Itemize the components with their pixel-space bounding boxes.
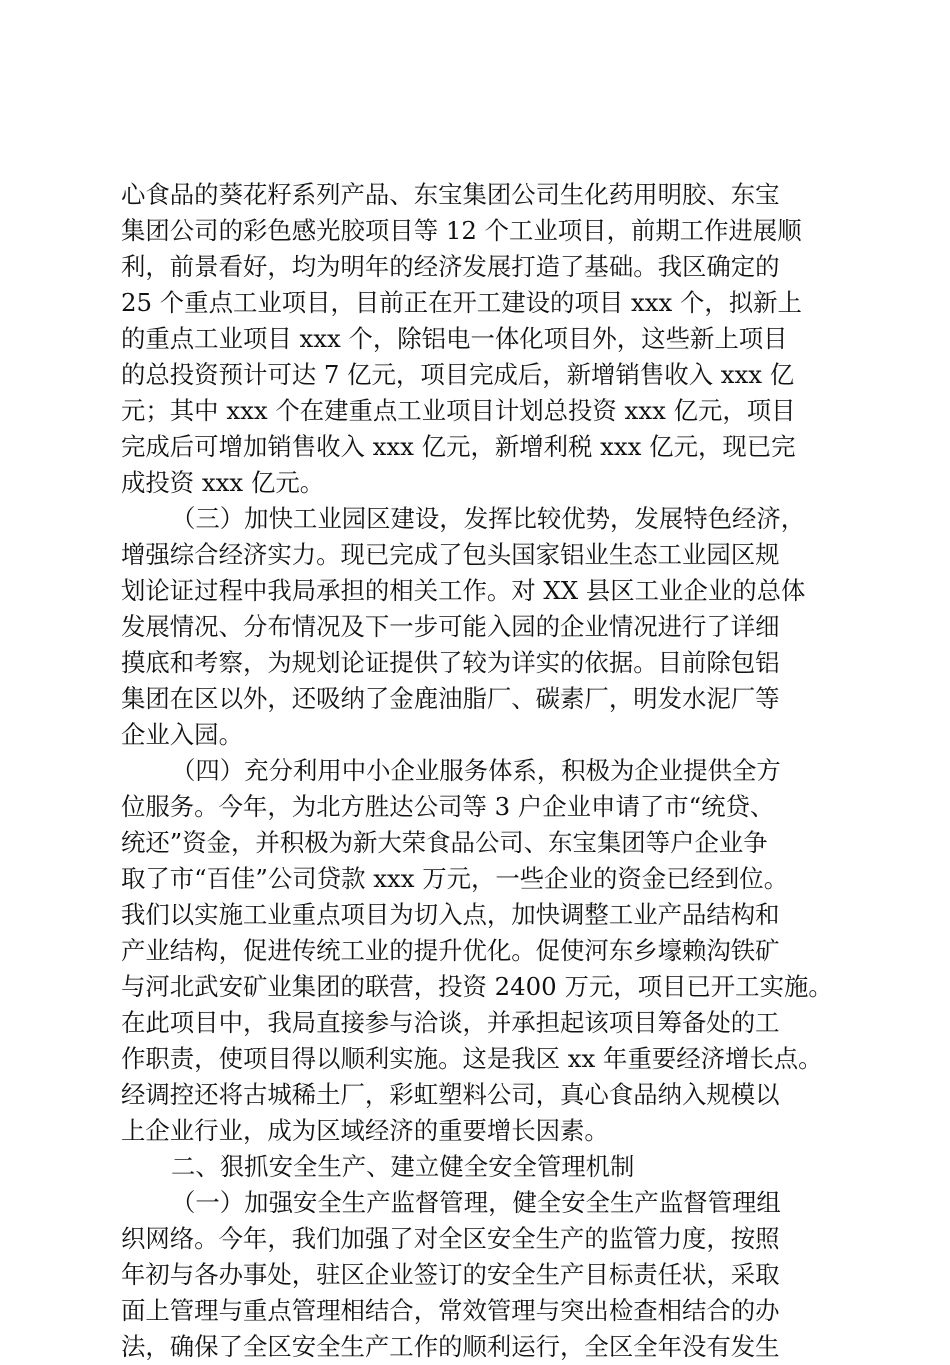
text-line: 产业结构，促进传统工业的提升优化。促使河东乡壕赖沟铁矿: [121, 936, 780, 965]
section-heading: 二、狠抓安全生产、建立健全安全管理机制: [171, 1152, 635, 1181]
text-line: 划论证过程中我局承担的相关工作。对 XX 县区工业企业的总体: [121, 576, 806, 605]
text-line: 作职责，使项目得以顺利实施。这是我区 xx 年重要经济增长点。: [121, 1044, 823, 1073]
text-line: 上企业行业，成为区域经济的重要增长因素。: [121, 1116, 609, 1145]
text-line: 经调控还将古城稀土厂，彩虹塑料公司，真心食品纳入规模以: [121, 1080, 780, 1109]
text-line: （三）加快工业园区建设，发挥比较优势，发展特色经济，: [171, 504, 806, 533]
text-line: 完成后可增加销售收入 xxx 亿元，新增利税 xxx 亿元，现已完: [121, 432, 796, 461]
text-line: 心食品的葵花籽系列产品、东宝集团公司生化药用明胶、东宝: [121, 180, 780, 209]
text-line: 企业入园。: [121, 720, 243, 749]
text-line: 集团在区以外，还吸纳了金鹿油脂厂、碳素厂，明发水泥厂等: [121, 684, 780, 713]
text-line: 在此项目中，我局直接参与洽谈，并承担起该项目筹备处的工: [121, 1008, 780, 1037]
text-line: 摸底和考察，为规划论证提供了较为详实的依据。目前除包铝: [121, 648, 780, 677]
text-line: 织网络。今年，我们加强了对全区安全生产的监管力度，按照: [121, 1224, 780, 1253]
text-line: 位服务。今年，为北方胜达公司等 3 户企业申请了市“统贷、: [121, 792, 775, 821]
text-line: 发展情况、分布情况及下一步可能入园的企业情况进行了详细: [121, 612, 780, 641]
text-line: （一）加强安全生产监督管理，健全安全生产监督管理组: [171, 1188, 781, 1217]
text-line: 集团公司的彩色感光胶项目等 12 个工业项目，前期工作进展顺: [121, 216, 802, 245]
text-line: 与河北武安矿业集团的联营，投资 2400 万元，项目已开工实施。: [121, 972, 833, 1001]
text-line: 利，前景看好，均为明年的经济发展打造了基础。我区确定的: [121, 252, 780, 281]
text-line: 成投资 xxx 亿元。: [121, 468, 325, 497]
text-line: 取了市“百佳”公司贷款 xxx 万元，一些企业的资金已经到位。: [121, 864, 789, 893]
text-line: （四）充分利用中小企业服务体系，积极为企业提供全方: [171, 756, 781, 785]
text-line: 统还”资金，并积极为新大荣食品公司、东宝集团等户企业争: [121, 828, 768, 857]
text-line: 法，确保了全区安全生产工作的顺利运行，全区全年没有发生: [121, 1332, 780, 1361]
text-line: 面上管理与重点管理相结合，常效管理与突出检查相结合的办: [121, 1296, 780, 1325]
text-line: 的重点工业项目 xxx 个，除铝电一体化项目外，这些新上项目: [121, 324, 788, 353]
text-line: 的总投资预计可达 7 亿元，项目完成后，新增销售收入 xxx 亿: [121, 360, 795, 389]
text-line: 25 个重点工业项目，目前正在开工建设的项目 xxx 个，拟新上: [121, 288, 802, 317]
text-line: 增强综合经济实力。现已完成了包头国家铝业生态工业园区规: [121, 540, 780, 569]
text-line: 元；其中 xxx 个在建重点工业项目计划总投资 xxx 亿元，项目: [121, 396, 796, 425]
text-line: 我们以实施工业重点项目为切入点，加快调整工业产品结构和: [121, 900, 780, 929]
text-line: 年初与各办事处，驻区企业签订的安全生产目标责任状，采取: [121, 1260, 780, 1289]
